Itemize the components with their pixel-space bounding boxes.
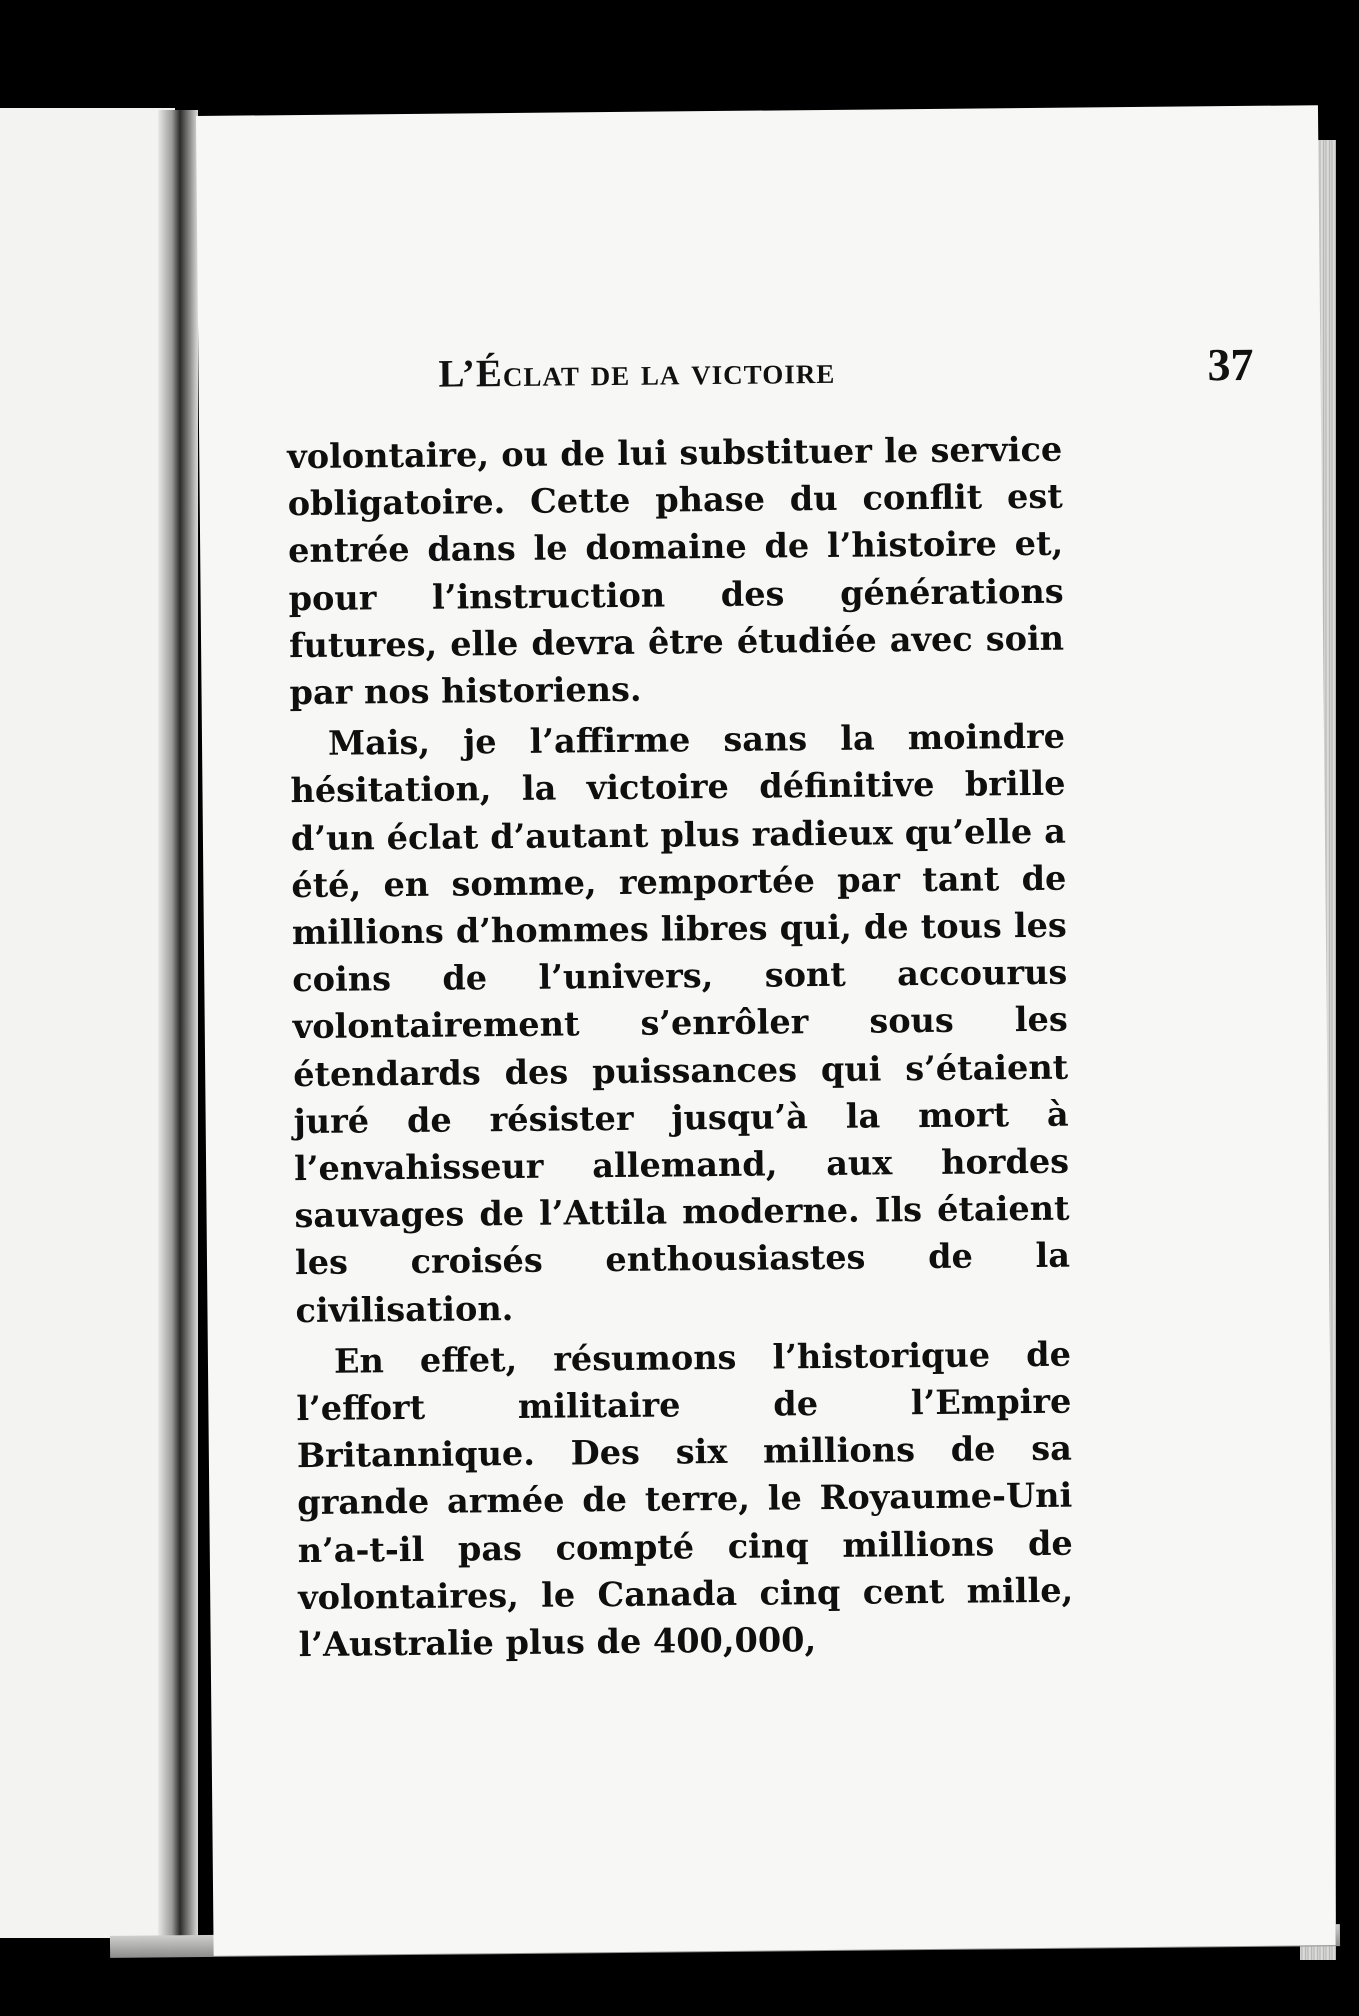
paragraph-continued: volontaire, ou de lui substituer le service obligatoire. Cette phase du conflit est entrée dans le domaine de l’histoire et, pour l’instruction des générations futures, elle devra être étudiée avec soin par nos historiens.: [287, 429, 1065, 713]
paragraph: Mais, je l’affirme sans la moindre hésitation, la victoire définitive brille d’un éclat d’autant plus radieux qu’elle a été, en somme, remportée par tant de millions d’hommes libres qui, de tous les coins de l’univers, sont accourus volontairement s’enrôler sous les étendards des puissances qui s’étaient juré de résister jusqu’à la mort à l’envahisseur allemand, aux hordes sauvages de l’Attila moderne. Ils étaient les croisés enthousiastes de la civilisation.: [290, 716, 1071, 1330]
book-page: [196, 105, 1336, 1956]
page-number: 37: [1207, 338, 1254, 391]
running-head: [438, 338, 1254, 406]
running-title: L’Éclat de la victoire: [438, 348, 836, 396]
left-page-fragment: [0, 108, 175, 1938]
book-gutter: [158, 110, 198, 1940]
page-body: [287, 426, 1074, 1669]
paragraph: En effet, résumons l’historique de l’effort militaire de l’Empire Britannique. Des six millions de sa grande armée de terre, le Royaume-Uni n’a-t-il pas compté cinq millions de volontaires, le Canada cinq cent mille, l’Australie plus de 400,000,: [296, 1334, 1074, 1665]
